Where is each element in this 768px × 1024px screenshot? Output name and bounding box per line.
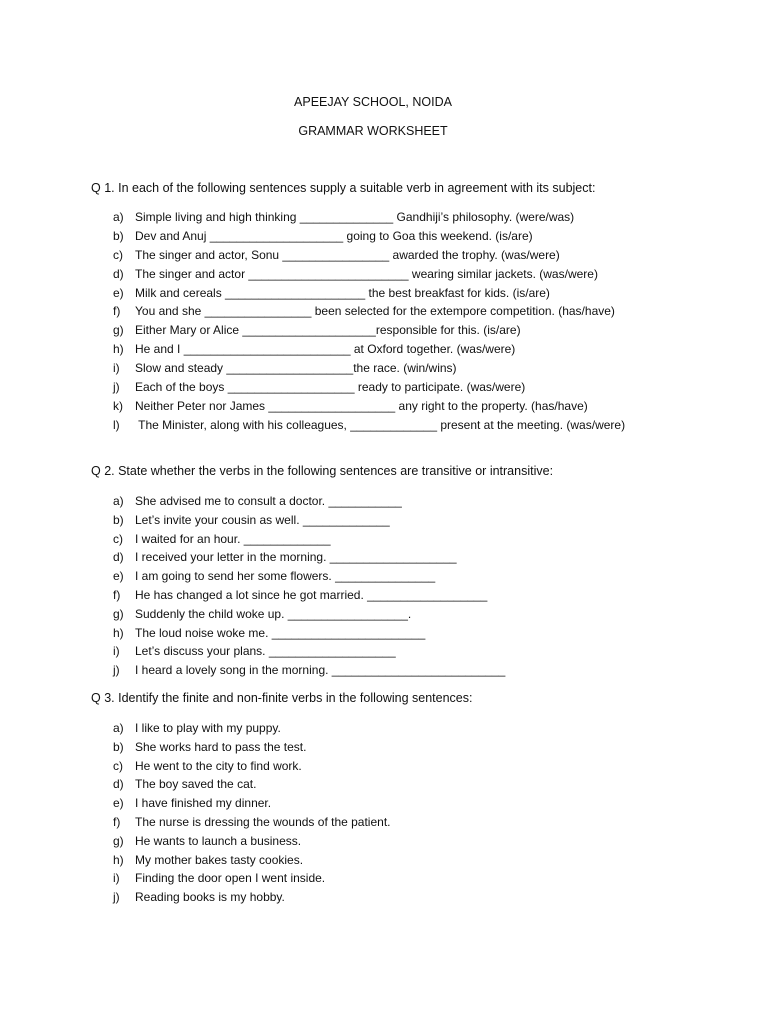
item-text: The loud noise woke me. _______________________ bbox=[135, 625, 426, 640]
item-text: Milk and cereals _____________________ the best breakfast for kids. (is/are) bbox=[135, 285, 550, 300]
item-text: Either Mary or Alice ____________________responsible for this. (is/are) bbox=[135, 323, 521, 338]
item-text: Suddenly the child woke up. __________________. bbox=[135, 606, 412, 621]
q3-list bbox=[113, 719, 391, 907]
item-marker: d) bbox=[113, 777, 124, 792]
item-marker: b) bbox=[113, 739, 124, 754]
q1-heading: Q 1. In each of the following sentences supply a suitable verb in agreement with its subject: bbox=[91, 181, 596, 195]
list-item bbox=[113, 832, 391, 851]
item-marker: j) bbox=[113, 663, 120, 678]
school-name: APEEJAY SCHOOL, NOIDA bbox=[294, 95, 452, 109]
list-item bbox=[113, 378, 625, 397]
item-text: The nurse is dressing the wounds of the patient. bbox=[135, 814, 391, 829]
item-marker: a) bbox=[113, 721, 124, 735]
item-marker: d) bbox=[113, 266, 124, 281]
list-item bbox=[113, 719, 391, 738]
list-item bbox=[113, 851, 391, 870]
list-item bbox=[113, 265, 625, 284]
item-text: Reading books is my hobby. bbox=[135, 890, 285, 905]
item-text: Finding the door open I went inside. bbox=[135, 871, 326, 886]
list-item bbox=[113, 284, 625, 303]
list-item bbox=[113, 624, 505, 643]
item-marker: e) bbox=[113, 796, 124, 811]
list-item bbox=[113, 416, 625, 435]
list-item bbox=[113, 227, 625, 246]
list-item bbox=[113, 869, 391, 888]
item-text: He went to the city to find work. bbox=[135, 758, 302, 773]
list-item bbox=[113, 661, 505, 680]
item-marker: c) bbox=[113, 247, 123, 262]
list-item bbox=[113, 794, 391, 813]
item-text: I have finished my dinner. bbox=[135, 796, 272, 811]
item-text: The Minister, along with his colleagues, _____________ present at the meeting. (was/were) bbox=[135, 417, 626, 432]
item-marker: h) bbox=[113, 625, 124, 640]
item-marker: b) bbox=[113, 228, 124, 243]
item-marker: c) bbox=[113, 758, 123, 773]
item-marker: h) bbox=[113, 342, 124, 357]
item-marker: i) bbox=[113, 361, 120, 376]
list-item bbox=[113, 605, 505, 624]
item-text: I am going to send her some flowers. _______________ bbox=[135, 569, 436, 584]
item-marker: h) bbox=[113, 852, 124, 867]
item-marker: b) bbox=[113, 512, 124, 527]
q2-list bbox=[113, 492, 505, 680]
list-item bbox=[113, 302, 625, 321]
item-text: Simple living and high thinking ______________ Gandhiji’s philosophy. (were/was) bbox=[135, 210, 575, 224]
item-text: Each of the boys ___________________ ready to participate. (was/were) bbox=[135, 380, 526, 395]
list-item bbox=[113, 208, 625, 227]
q3-heading: Q 3. Identify the finite and non-finite verbs in the following sentences: bbox=[91, 691, 473, 705]
list-item bbox=[113, 567, 505, 586]
list-item bbox=[113, 888, 391, 907]
list-item bbox=[113, 586, 505, 605]
list-item bbox=[113, 511, 505, 530]
q1-list bbox=[113, 208, 625, 435]
item-text: You and she ________________ been selected for the extempore competition. (has/have) bbox=[135, 304, 615, 319]
list-item bbox=[113, 340, 625, 359]
list-item bbox=[113, 548, 505, 567]
list-item bbox=[113, 492, 505, 511]
worksheet-title: GRAMMAR WORKSHEET bbox=[298, 124, 448, 138]
item-text: I received your letter in the morning. ___________________ bbox=[135, 550, 457, 565]
item-marker: e) bbox=[113, 569, 124, 584]
list-item bbox=[113, 813, 391, 832]
item-marker: d) bbox=[113, 550, 124, 565]
list-item bbox=[113, 530, 505, 549]
item-text: I heard a lovely song in the morning. __________________________ bbox=[135, 663, 506, 678]
item-marker: e) bbox=[113, 285, 124, 300]
item-marker: g) bbox=[113, 323, 124, 338]
item-text: The singer and actor, Sonu ________________ awarded the trophy. (was/were) bbox=[135, 247, 560, 262]
item-text: Let’s discuss your plans. ___________________ bbox=[135, 644, 396, 659]
item-marker: l) bbox=[113, 417, 120, 432]
list-item bbox=[113, 397, 625, 416]
list-item bbox=[113, 757, 391, 776]
q2-heading: Q 2. State whether the verbs in the following sentences are transitive or intransitive: bbox=[91, 464, 554, 478]
item-marker: a) bbox=[113, 494, 124, 508]
item-marker: i) bbox=[113, 871, 120, 886]
item-text: Slow and steady ___________________the race. (win/wins) bbox=[135, 361, 457, 376]
item-text: I like to play with my puppy. bbox=[135, 721, 281, 735]
item-marker: c) bbox=[113, 531, 123, 546]
item-text: Dev and Anuj ____________________ going to Goa this weekend. (is/are) bbox=[135, 228, 533, 243]
item-text: My mother bakes tasty cookies. bbox=[135, 852, 304, 867]
item-text: She works hard to pass the test. bbox=[135, 739, 307, 754]
item-text: The singer and actor ________________________ wearing similar jackets. (was/were) bbox=[135, 266, 598, 281]
item-text: She advised me to consult a doctor. ___________ bbox=[135, 494, 402, 508]
item-text: The boy saved the cat. bbox=[135, 777, 257, 792]
list-item bbox=[113, 738, 391, 757]
item-text: Let’s invite your cousin as well. _____________ bbox=[135, 512, 390, 527]
item-marker: f) bbox=[113, 304, 121, 319]
item-text: He and I _________________________ at Oxford together. (was/were) bbox=[135, 342, 516, 357]
list-item bbox=[113, 359, 625, 378]
item-marker: f) bbox=[113, 814, 121, 829]
item-marker: g) bbox=[113, 606, 124, 621]
item-marker: a) bbox=[113, 210, 124, 224]
list-item bbox=[113, 321, 625, 340]
list-item bbox=[113, 246, 625, 265]
item-marker: f) bbox=[113, 587, 121, 602]
item-text: He wants to launch a business. bbox=[135, 833, 302, 848]
item-text: Neither Peter nor James ___________________ any right to the property. (has/have) bbox=[135, 398, 588, 413]
item-text: I waited for an hour. _____________ bbox=[135, 531, 331, 546]
item-marker: j) bbox=[113, 890, 120, 905]
item-text: He has changed a lot since he got married. __________________ bbox=[135, 587, 488, 602]
item-marker: k) bbox=[113, 398, 123, 413]
item-marker: i) bbox=[113, 644, 120, 659]
item-marker: g) bbox=[113, 833, 124, 848]
item-marker: j) bbox=[113, 380, 120, 395]
list-item bbox=[113, 775, 391, 794]
list-item bbox=[113, 642, 505, 661]
